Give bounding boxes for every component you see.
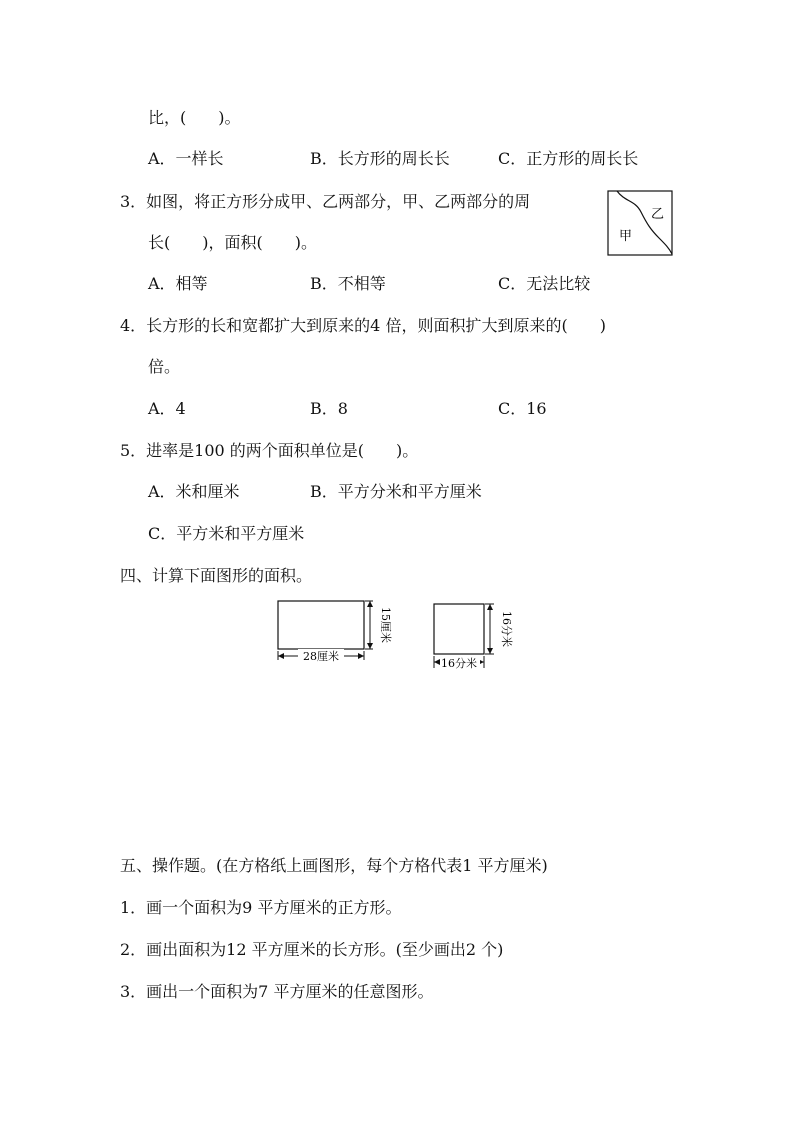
- q3-square-figure: [607, 190, 673, 256]
- section4-heading: 四、计算下面图形的面积。: [120, 566, 313, 585]
- section5-item-3: 3．画出一个面积为7 平方厘米的任意图形。: [120, 982, 434, 1001]
- q3-label-jia: 甲: [619, 229, 633, 244]
- q3-square-outline: [608, 191, 672, 255]
- q4-text-line1: 4．长方形的长和宽都扩大到原来的4 倍，则面积扩大到原来的( ): [120, 316, 606, 335]
- q5-text-line1: 5．进率是100 的两个面积单位是( )。: [120, 441, 419, 460]
- q5-option-b[interactable]: B．平方分米和平方厘米: [310, 482, 482, 501]
- rectangle-length-label: 28厘米: [303, 650, 339, 663]
- q5-option-a[interactable]: A．米和厘米: [148, 482, 240, 501]
- square-outline: [434, 604, 484, 654]
- rectangle-width-label: 15厘米: [379, 607, 392, 643]
- section5-item-2: 2．画出面积为12 平方厘米的长方形。(至少画出2 个): [120, 940, 504, 959]
- q3-text-line2: 长( )，面积( )。: [148, 233, 317, 252]
- q3-label-yi: 乙: [651, 207, 665, 222]
- q2-option-c[interactable]: C．正方形的周长长: [498, 149, 639, 168]
- q5-option-c[interactable]: C．平方米和平方厘米: [148, 524, 305, 543]
- q2-option-a[interactable]: A．一样长: [148, 149, 224, 168]
- rectangle-outline: [278, 601, 364, 649]
- q2-continuation: 比，( )。: [148, 108, 241, 127]
- q4-option-c[interactable]: C．16: [498, 399, 547, 418]
- q4-option-b[interactable]: B．8: [310, 399, 348, 418]
- q3-option-b[interactable]: B．不相等: [310, 274, 386, 293]
- square-bottom-label: 16分米: [441, 657, 477, 670]
- q3-option-c[interactable]: C．无法比较: [498, 274, 591, 293]
- square-figure: [428, 598, 518, 678]
- section5-heading: 五、操作题。(在方格纸上画图形，每个方格代表1 平方厘米): [120, 856, 548, 875]
- rectangle-figure: [272, 596, 392, 666]
- square-right-label: 16分米: [500, 611, 513, 647]
- q3-text-line1: 3．如图，将正方形分成甲、乙两部分，甲、乙两部分的周: [120, 192, 531, 211]
- q3-option-a[interactable]: A．相等: [148, 274, 208, 293]
- q3-divider-curve: [617, 191, 672, 254]
- q2-option-b[interactable]: B．长方形的周长长: [310, 149, 450, 168]
- q4-text-line2: 倍。: [148, 357, 181, 376]
- section5-item-1: 1．画一个面积为9 平方厘米的正方形。: [120, 898, 402, 917]
- q4-option-a[interactable]: A．4: [148, 399, 186, 418]
